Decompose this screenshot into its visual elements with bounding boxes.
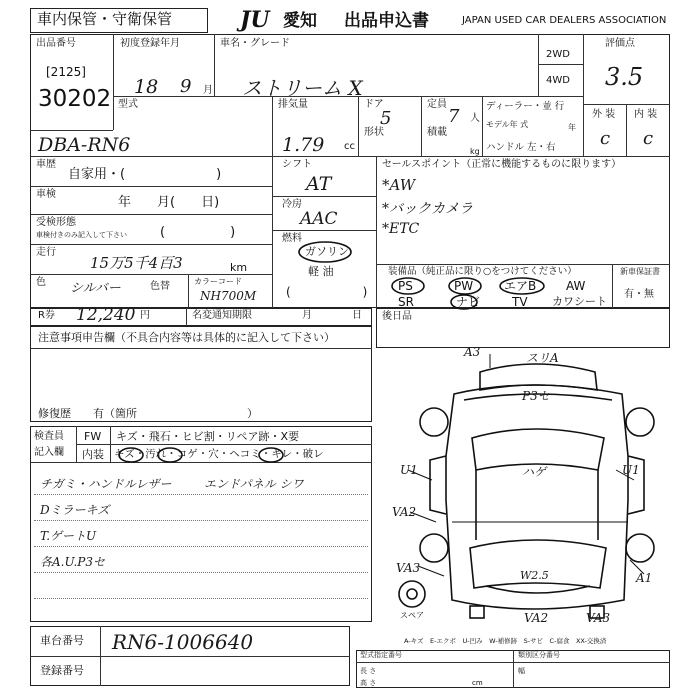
mileage-unit: km bbox=[230, 261, 248, 274]
history-label: 車歴 bbox=[36, 159, 56, 170]
size-length: 長 さ bbox=[360, 667, 377, 675]
damage-mark: W2.5 bbox=[520, 569, 549, 582]
chassis-label: 車台番号 bbox=[40, 634, 84, 647]
damage-mark: VA2 bbox=[524, 611, 549, 625]
title-org: 愛知 bbox=[283, 11, 317, 31]
receipt-label: 受検形態 bbox=[36, 217, 76, 228]
history-value: 自家用・( ) bbox=[68, 167, 222, 182]
interior-items: キズ・汚れ・コゲ・穴・ヘコミ・キレ・破レ bbox=[114, 448, 324, 460]
recycle-value: 12,240 bbox=[76, 305, 136, 325]
fuel-paren: ( ) bbox=[286, 285, 368, 299]
association-name: JAPAN USED CAR DEALERS ASSOCIATION bbox=[462, 15, 667, 26]
equipment-item-seat: カワシート bbox=[552, 295, 607, 308]
storage-label: 車内保管・守衛保管 bbox=[37, 10, 173, 28]
displacement-value: 1.79 bbox=[282, 134, 325, 156]
new-warranty-label: 新車保証書 bbox=[620, 267, 660, 276]
handle-label: ハンドル 左・右 bbox=[486, 142, 556, 153]
damage-mark: VA3 bbox=[396, 561, 421, 575]
dealer-label: ディーラー・並 行 bbox=[486, 101, 565, 112]
color-label: 色 bbox=[36, 277, 46, 288]
model-label: 型式 bbox=[118, 99, 138, 110]
inspector-note: T.ゲートU bbox=[40, 529, 97, 543]
new-warranty-value: 有・無 bbox=[624, 289, 654, 300]
spare-label: スペア bbox=[400, 611, 424, 620]
interior-head: 内装 bbox=[82, 448, 104, 461]
inspection-value: 年 月( 日) bbox=[118, 195, 220, 210]
inspector-label-2: 記入欄 bbox=[34, 447, 64, 458]
fw-items: キズ・飛石・ヒビ割・リペア跡・X要 bbox=[116, 430, 300, 443]
inspector-note: Dミラーキズ bbox=[40, 503, 110, 517]
damage-mark: スリA bbox=[526, 351, 559, 365]
capacity-label: 定員 bbox=[427, 99, 447, 110]
displacement-label: 排気量 bbox=[278, 99, 308, 110]
sales-point-item: *ETC bbox=[382, 221, 420, 237]
mileage-label: 走行 bbox=[36, 247, 56, 258]
sales-points-label: セールスポイント（正常に機能するものに限ります） bbox=[382, 159, 622, 170]
inspector-note: 各A.U.P3セ bbox=[40, 555, 106, 569]
model-value: DBA-RN6 bbox=[38, 134, 131, 156]
inspector-note: チガミ・ハンドルレザー bbox=[40, 477, 172, 491]
capacity-value: 7 bbox=[448, 106, 460, 127]
damage-mark: P3セ bbox=[522, 389, 550, 403]
car-name-label: 車名・グレード bbox=[220, 38, 290, 49]
ac-value: AAC bbox=[300, 209, 338, 229]
doors-label: ドア bbox=[364, 99, 384, 110]
ju-logo: JU bbox=[240, 7, 270, 33]
name-change-day: 日 bbox=[352, 310, 362, 321]
chassis-value: RN6-1006640 bbox=[112, 630, 254, 654]
shift-value: AT bbox=[306, 173, 332, 195]
ext-grade: c bbox=[600, 128, 611, 149]
mileage-value: 15万5千4百3 bbox=[90, 254, 183, 272]
title-form: 出品申込書 bbox=[344, 11, 429, 31]
damage-mark: VA3 bbox=[586, 611, 611, 625]
first-reg-month: 9 bbox=[180, 76, 192, 97]
load-unit: kg bbox=[470, 147, 480, 156]
recycle-label: R券 bbox=[38, 310, 55, 321]
later-items-label: 後日品 bbox=[382, 311, 412, 322]
damage-mark: A3 bbox=[464, 345, 481, 359]
model-year-label: モデル年 式 bbox=[486, 120, 529, 129]
fuel-label: 燃料 bbox=[282, 233, 302, 244]
size-width: 幅 bbox=[518, 667, 525, 675]
recycle-unit: 円 bbox=[140, 310, 150, 321]
size-label-2: 類別区分番号 bbox=[518, 651, 560, 659]
fw-head: FW bbox=[84, 430, 102, 443]
load-label: 積載 bbox=[427, 127, 447, 138]
first-reg-label: 初度登録年月 bbox=[120, 38, 180, 49]
displacement-unit: cc bbox=[344, 141, 355, 152]
ext-label: 外 装 bbox=[592, 109, 616, 120]
lot-label: 出品番号 bbox=[36, 38, 76, 49]
equipment-item-airbag: エアB bbox=[504, 279, 537, 293]
drive-4wd: 4WD bbox=[546, 75, 570, 86]
color-code-value: NH700M bbox=[200, 289, 257, 303]
lot-sub: [2125] bbox=[46, 65, 86, 79]
fuel-gasoline: ガソリン bbox=[305, 245, 349, 258]
rating-label: 評価点 bbox=[605, 38, 635, 49]
drive-2wd: 2WD bbox=[546, 49, 570, 60]
equipment-item-aw: AW bbox=[566, 279, 586, 293]
color-change-label: 色替 bbox=[150, 281, 170, 292]
size-height: 高 さ bbox=[360, 679, 377, 687]
receipt-value: ( ) bbox=[160, 225, 236, 240]
sales-point-item: *AW bbox=[382, 176, 416, 194]
equipment-item-sr: SR bbox=[398, 295, 414, 309]
damage-mark: U1 bbox=[400, 463, 418, 477]
first-reg-year: 18 bbox=[134, 76, 159, 98]
size-label-1: 型式指定番号 bbox=[360, 651, 402, 659]
sales-point-item: *バックカメラ bbox=[382, 201, 473, 217]
equipment-item-tv: TV bbox=[512, 295, 528, 309]
damage-mark: U1 bbox=[622, 463, 640, 477]
inspector-note: エンドパネル シワ bbox=[204, 477, 304, 491]
month-unit: 月 bbox=[203, 85, 213, 96]
inspector-label: 検査員 bbox=[34, 431, 64, 442]
equipment-item-ps: PS bbox=[398, 279, 413, 293]
damage-mark: A1 bbox=[636, 571, 653, 585]
int-label: 内 装 bbox=[634, 109, 658, 120]
inspection-label: 車検 bbox=[36, 189, 56, 200]
equipment-item-navi: ナビ bbox=[456, 295, 481, 309]
equipment-label: 装備品（純正品に限り○をつけてください） bbox=[388, 266, 577, 277]
damage-mark: VA2 bbox=[392, 505, 417, 519]
damage-legend: A-キズ E-エクボ U-凹み W-補修跡 S-サビ C-腐食 XX-交換済 bbox=[404, 637, 607, 645]
rating-value: 3.5 bbox=[605, 63, 644, 91]
repair-history: 修復歴 有（箇所 ） bbox=[38, 407, 258, 420]
color-value: シルバー bbox=[70, 281, 121, 296]
reg-number-label: 登録番号 bbox=[40, 664, 84, 677]
color-code-label: カラーコード bbox=[194, 277, 242, 286]
ac-label: 冷房 bbox=[282, 199, 302, 210]
name-change-label: 名変通知期限 bbox=[192, 310, 252, 321]
damage-mark: ハゲ bbox=[522, 465, 547, 479]
shift-label: シフト bbox=[282, 159, 312, 170]
equipment-item-pw: PW bbox=[454, 279, 474, 293]
car-name-value: ストリーム X bbox=[242, 76, 363, 100]
size-unit: cm bbox=[472, 679, 483, 687]
capacity-unit: 人 bbox=[470, 113, 480, 124]
receipt-note: 車検付きのみ記入して下さい bbox=[36, 231, 127, 239]
lot-number: 30202 bbox=[38, 86, 112, 112]
year-unit: 年 bbox=[568, 123, 576, 132]
doors-value: 5 bbox=[380, 108, 392, 129]
fuel-diesel: 軽 油 bbox=[308, 265, 334, 278]
notice-label: 注意事項申告欄（不具合内容等は具体的に記入して下さい） bbox=[38, 331, 335, 344]
name-change-month: 月 bbox=[302, 310, 312, 321]
shape-label: 形状 bbox=[364, 127, 384, 138]
int-grade: c bbox=[643, 128, 654, 149]
